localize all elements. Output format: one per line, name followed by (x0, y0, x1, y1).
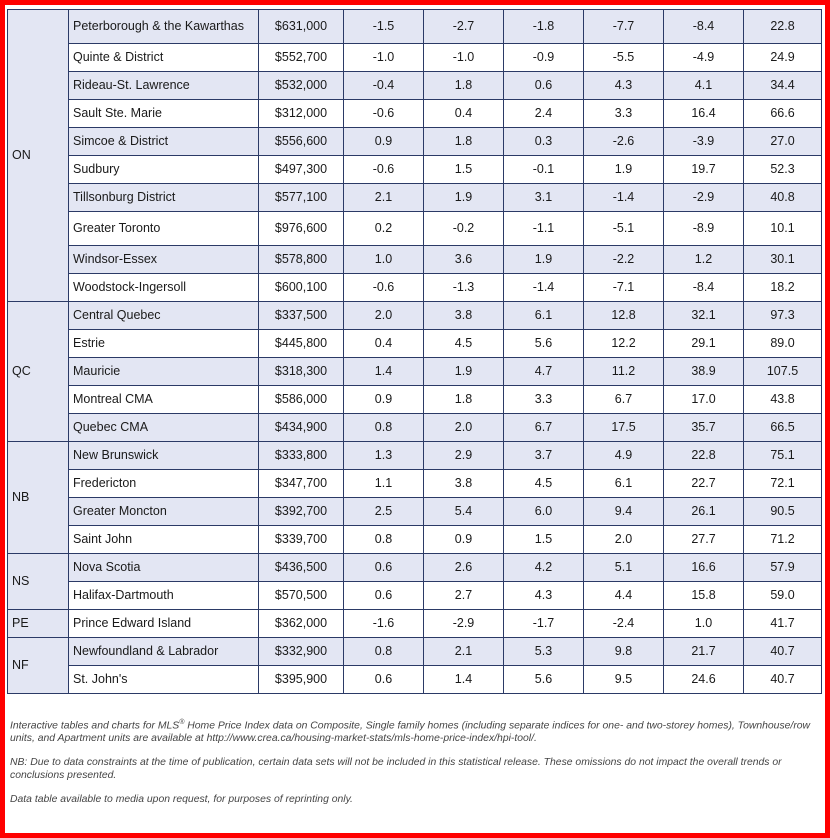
percent-change-cell: -1.3 (424, 274, 504, 302)
footnote-nb: NB: Due to data constraints at the time of publication, certain data sets will not be included in this statistical release. These omissions do not impact the overall trends or conclusions presented. (10, 757, 782, 782)
percent-change-cell: 6.1 (504, 302, 584, 330)
benchmark-price-cell: $586,000 (259, 386, 344, 414)
percent-change-cell: -0.1 (504, 156, 584, 184)
percent-change-cell: -0.6 (344, 274, 424, 302)
percent-change-cell: -2.4 (584, 610, 664, 638)
percent-change-cell: 6.0 (504, 498, 584, 526)
percent-change-cell: 1.9 (424, 358, 504, 386)
percent-change-cell: 4.3 (504, 582, 584, 610)
percent-change-cell: 52.3 (744, 156, 822, 184)
percent-change-cell: -0.6 (344, 100, 424, 128)
benchmark-price-cell: $976,600 (259, 212, 344, 246)
percent-change-cell: 9.8 (584, 638, 664, 666)
percent-change-cell: -8.4 (664, 10, 744, 44)
percent-change-cell: 29.1 (664, 330, 744, 358)
percent-change-cell: 0.8 (344, 638, 424, 666)
percent-change-cell: 90.5 (744, 498, 822, 526)
percent-change-cell: -5.5 (584, 44, 664, 72)
benchmark-price-cell: $395,900 (259, 666, 344, 694)
percent-change-cell: 38.9 (664, 358, 744, 386)
benchmark-price-cell: $577,100 (259, 184, 344, 212)
percent-change-cell: 34.4 (744, 72, 822, 100)
table-row (8, 442, 822, 470)
footnotes (10, 716, 818, 817)
percent-change-cell: 21.7 (664, 638, 744, 666)
table-row (8, 554, 822, 582)
percent-change-cell: 35.7 (664, 414, 744, 442)
percent-change-cell: 0.8 (344, 526, 424, 554)
province-cell: NS (8, 554, 69, 610)
percent-change-cell: 3.6 (424, 246, 504, 274)
table-row (8, 610, 822, 638)
percent-change-cell: 24.6 (664, 666, 744, 694)
percent-change-cell: 97.3 (744, 302, 822, 330)
percent-change-cell: -2.6 (584, 128, 664, 156)
percent-change-cell: 15.8 (664, 582, 744, 610)
table-row (8, 330, 822, 358)
percent-change-cell: 75.1 (744, 442, 822, 470)
percent-change-cell: 18.2 (744, 274, 822, 302)
percent-change-cell: 27.0 (744, 128, 822, 156)
table-row (8, 386, 822, 414)
province-cell: ON (8, 10, 69, 302)
table-row (8, 582, 822, 610)
table-row (8, 44, 822, 72)
percent-change-cell: 3.7 (504, 442, 584, 470)
percent-change-cell: -0.9 (504, 44, 584, 72)
percent-change-cell: -2.7 (424, 10, 504, 44)
percent-change-cell: 2.5 (344, 498, 424, 526)
benchmark-price-cell: $333,800 (259, 442, 344, 470)
table-row (8, 302, 822, 330)
percent-change-cell: -4.9 (664, 44, 744, 72)
percent-change-cell: 1.8 (424, 72, 504, 100)
percent-change-cell: 5.4 (424, 498, 504, 526)
percent-change-cell: -5.1 (584, 212, 664, 246)
area-name-cell: Estrie (69, 330, 259, 358)
benchmark-price-cell: $436,500 (259, 554, 344, 582)
percent-change-cell: 2.7 (424, 582, 504, 610)
percent-change-cell: 40.7 (744, 666, 822, 694)
benchmark-price-cell: $445,800 (259, 330, 344, 358)
area-name-cell: Mauricie (69, 358, 259, 386)
percent-change-cell: -2.9 (664, 184, 744, 212)
percent-change-cell: 0.9 (424, 526, 504, 554)
percent-change-cell: 6.7 (584, 386, 664, 414)
percent-change-cell: 6.1 (584, 470, 664, 498)
percent-change-cell: 0.6 (344, 554, 424, 582)
percent-change-cell: 2.0 (584, 526, 664, 554)
percent-change-cell: 40.7 (744, 638, 822, 666)
percent-change-cell: 3.8 (424, 302, 504, 330)
percent-change-cell: -2.9 (424, 610, 504, 638)
percent-change-cell: 5.1 (584, 554, 664, 582)
percent-change-cell: 3.3 (504, 386, 584, 414)
percent-change-cell: 1.5 (504, 526, 584, 554)
percent-change-cell: 3.8 (424, 470, 504, 498)
benchmark-price-cell: $312,000 (259, 100, 344, 128)
percent-change-cell: 1.2 (664, 246, 744, 274)
percent-change-cell: 4.5 (424, 330, 504, 358)
benchmark-price-cell: $631,000 (259, 10, 344, 44)
percent-change-cell: 17.0 (664, 386, 744, 414)
area-name-cell: Windsor-Essex (69, 246, 259, 274)
percent-change-cell: 57.9 (744, 554, 822, 582)
percent-change-cell: 5.6 (504, 666, 584, 694)
percent-change-cell: 1.4 (424, 666, 504, 694)
table-row (8, 10, 822, 44)
table-row (8, 72, 822, 100)
percent-change-cell: 66.5 (744, 414, 822, 442)
benchmark-price-cell: $532,000 (259, 72, 344, 100)
percent-change-cell: 24.9 (744, 44, 822, 72)
percent-change-cell: 3.1 (504, 184, 584, 212)
percent-change-cell: -0.6 (344, 156, 424, 184)
percent-change-cell: 89.0 (744, 330, 822, 358)
percent-change-cell: 22.8 (664, 442, 744, 470)
benchmark-price-cell: $362,000 (259, 610, 344, 638)
percent-change-cell: 9.5 (584, 666, 664, 694)
percent-change-cell: -1.7 (504, 610, 584, 638)
percent-change-cell: 4.2 (504, 554, 584, 582)
benchmark-price-cell: $392,700 (259, 498, 344, 526)
percent-change-cell: 9.4 (584, 498, 664, 526)
table-row (8, 638, 822, 666)
percent-change-cell: 4.1 (664, 72, 744, 100)
percent-change-cell: 30.1 (744, 246, 822, 274)
percent-change-cell: 1.5 (424, 156, 504, 184)
percent-change-cell: 66.6 (744, 100, 822, 128)
percent-change-cell: -0.2 (424, 212, 504, 246)
percent-change-cell: -1.8 (504, 10, 584, 44)
percent-change-cell: 6.7 (504, 414, 584, 442)
percent-change-cell: 2.0 (344, 302, 424, 330)
percent-change-cell: -7.7 (584, 10, 664, 44)
province-cell: QC (8, 302, 69, 442)
percent-change-cell: -0.4 (344, 72, 424, 100)
percent-change-cell: 0.9 (344, 128, 424, 156)
area-name-cell: Rideau-St. Lawrence (69, 72, 259, 100)
percent-change-cell: 1.0 (344, 246, 424, 274)
footnote-media: Data table available to media upon request, for purposes of reprinting only. (10, 794, 353, 806)
table-row (8, 128, 822, 156)
province-cell: PE (8, 610, 69, 638)
percent-change-cell: -1.0 (344, 44, 424, 72)
percent-change-cell: 26.1 (664, 498, 744, 526)
percent-change-cell: -2.2 (584, 246, 664, 274)
benchmark-price-cell: $434,900 (259, 414, 344, 442)
hpi-table (7, 9, 822, 694)
area-name-cell: Sudbury (69, 156, 259, 184)
percent-change-cell: 2.0 (424, 414, 504, 442)
area-name-cell: Quebec CMA (69, 414, 259, 442)
percent-change-cell: -7.1 (584, 274, 664, 302)
percent-change-cell: 0.9 (344, 386, 424, 414)
percent-change-cell: 4.4 (584, 582, 664, 610)
province-cell: NF (8, 638, 69, 694)
percent-change-cell: 1.1 (344, 470, 424, 498)
percent-change-cell: -8.4 (664, 274, 744, 302)
percent-change-cell: 41.7 (744, 610, 822, 638)
table-row (8, 498, 822, 526)
table-row (8, 274, 822, 302)
percent-change-cell: -3.9 (664, 128, 744, 156)
percent-change-cell: 43.8 (744, 386, 822, 414)
percent-change-cell: 40.8 (744, 184, 822, 212)
percent-change-cell: 32.1 (664, 302, 744, 330)
percent-change-cell: -1.4 (584, 184, 664, 212)
area-name-cell: Greater Toronto (69, 212, 259, 246)
percent-change-cell: -1.1 (504, 212, 584, 246)
benchmark-price-cell: $318,300 (259, 358, 344, 386)
percent-change-cell: 1.9 (504, 246, 584, 274)
area-name-cell: Halifax-Dartmouth (69, 582, 259, 610)
benchmark-price-cell: $497,300 (259, 156, 344, 184)
area-name-cell: New Brunswick (69, 442, 259, 470)
percent-change-cell: 16.6 (664, 554, 744, 582)
area-name-cell: Tillsonburg District (69, 184, 259, 212)
area-name-cell: Fredericton (69, 470, 259, 498)
area-name-cell: Newfoundland & Labrador (69, 638, 259, 666)
table-row (8, 246, 822, 274)
table-row (8, 156, 822, 184)
percent-change-cell: 11.2 (584, 358, 664, 386)
percent-change-cell: 1.9 (424, 184, 504, 212)
percent-change-cell: 0.6 (344, 582, 424, 610)
percent-change-cell: -1.0 (424, 44, 504, 72)
percent-change-cell: 72.1 (744, 470, 822, 498)
benchmark-price-cell: $337,500 (259, 302, 344, 330)
table-row (8, 184, 822, 212)
percent-change-cell: 2.6 (424, 554, 504, 582)
percent-change-cell: 59.0 (744, 582, 822, 610)
percent-change-cell: 0.4 (424, 100, 504, 128)
benchmark-price-cell: $339,700 (259, 526, 344, 554)
area-name-cell: Quinte & District (69, 44, 259, 72)
table-row (8, 526, 822, 554)
footnote-interactive: Interactive tables and charts for MLS® Home Price Index data on Composite, Single family homes (including separate indices for one- and two-storey homes), Townhouse/row units, and Apartment units are available at http://www.crea.ca/housing-market-stats/mls-home-price-index/hpi-tool/. (10, 719, 811, 745)
percent-change-cell: 27.7 (664, 526, 744, 554)
percent-change-cell: 107.5 (744, 358, 822, 386)
area-name-cell: Simcoe & District (69, 128, 259, 156)
percent-change-cell: 1.3 (344, 442, 424, 470)
table-row (8, 666, 822, 694)
percent-change-cell: 4.5 (504, 470, 584, 498)
percent-change-cell: 16.4 (664, 100, 744, 128)
percent-change-cell: 17.5 (584, 414, 664, 442)
percent-change-cell: 2.1 (344, 184, 424, 212)
percent-change-cell: 22.8 (744, 10, 822, 44)
area-name-cell: St. John's (69, 666, 259, 694)
table-row (8, 470, 822, 498)
benchmark-price-cell: $332,900 (259, 638, 344, 666)
benchmark-price-cell: $578,800 (259, 246, 344, 274)
percent-change-cell: -1.5 (344, 10, 424, 44)
percent-change-cell: -1.4 (504, 274, 584, 302)
area-name-cell: Nova Scotia (69, 554, 259, 582)
percent-change-cell: 22.7 (664, 470, 744, 498)
area-name-cell: Saint John (69, 526, 259, 554)
percent-change-cell: 1.8 (424, 386, 504, 414)
percent-change-cell: 4.7 (504, 358, 584, 386)
area-name-cell: Greater Moncton (69, 498, 259, 526)
percent-change-cell: 12.2 (584, 330, 664, 358)
percent-change-cell: 5.6 (504, 330, 584, 358)
table-row (8, 414, 822, 442)
percent-change-cell: 0.6 (504, 72, 584, 100)
percent-change-cell: -8.9 (664, 212, 744, 246)
area-name-cell: Central Quebec (69, 302, 259, 330)
percent-change-cell: 0.8 (344, 414, 424, 442)
percent-change-cell: 19.7 (664, 156, 744, 184)
percent-change-cell: 2.1 (424, 638, 504, 666)
percent-change-cell: 2.4 (504, 100, 584, 128)
area-name-cell: Montreal CMA (69, 386, 259, 414)
table-body (8, 10, 822, 694)
percent-change-cell: 0.3 (504, 128, 584, 156)
percent-change-cell: 3.3 (584, 100, 664, 128)
benchmark-price-cell: $600,100 (259, 274, 344, 302)
table-row (8, 212, 822, 246)
table-row (8, 358, 822, 386)
percent-change-cell: 1.9 (584, 156, 664, 184)
area-name-cell: Prince Edward Island (69, 610, 259, 638)
percent-change-cell: 2.9 (424, 442, 504, 470)
area-name-cell: Peterborough & the Kawarthas (69, 10, 259, 44)
percent-change-cell: 1.4 (344, 358, 424, 386)
percent-change-cell: 0.2 (344, 212, 424, 246)
benchmark-price-cell: $556,600 (259, 128, 344, 156)
percent-change-cell: 4.9 (584, 442, 664, 470)
percent-change-cell: 0.4 (344, 330, 424, 358)
percent-change-cell: 0.6 (344, 666, 424, 694)
percent-change-cell: -1.6 (344, 610, 424, 638)
area-name-cell: Woodstock-Ingersoll (69, 274, 259, 302)
area-name-cell: Sault Ste. Marie (69, 100, 259, 128)
percent-change-cell: 10.1 (744, 212, 822, 246)
percent-change-cell: 12.8 (584, 302, 664, 330)
percent-change-cell: 1.8 (424, 128, 504, 156)
percent-change-cell: 4.3 (584, 72, 664, 100)
table-row (8, 100, 822, 128)
benchmark-price-cell: $570,500 (259, 582, 344, 610)
province-cell: NB (8, 442, 69, 554)
benchmark-price-cell: $347,700 (259, 470, 344, 498)
percent-change-cell: 5.3 (504, 638, 584, 666)
benchmark-price-cell: $552,700 (259, 44, 344, 72)
percent-change-cell: 71.2 (744, 526, 822, 554)
percent-change-cell: 1.0 (664, 610, 744, 638)
